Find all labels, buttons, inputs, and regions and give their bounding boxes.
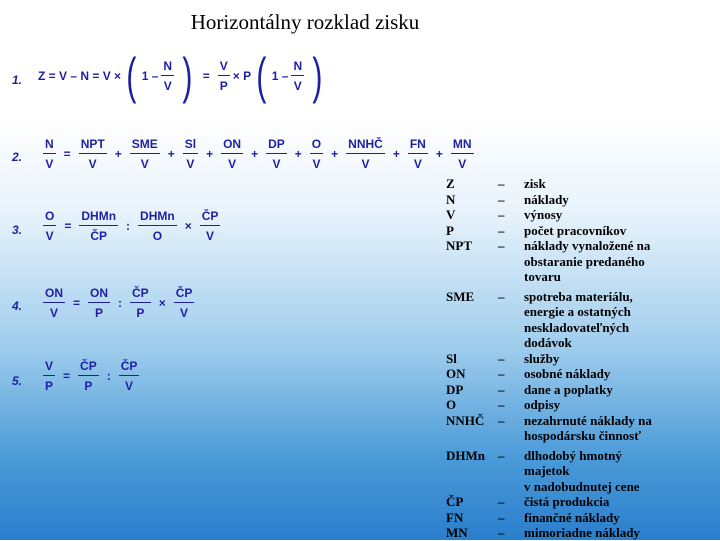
fraction: $\frac{N}{V}$ bbox=[293, 59, 303, 93]
legend-abbr: SME bbox=[446, 288, 475, 304]
legend-definition: dlhodobý hmotný bbox=[524, 447, 622, 463]
legend-definition: neskladovateľných bbox=[524, 319, 630, 335]
legend-row bbox=[446, 366, 720, 382]
legend-row bbox=[446, 413, 720, 429]
legend-dash bbox=[498, 320, 524, 336]
legend-dash: – bbox=[498, 288, 505, 304]
legend-row bbox=[446, 525, 720, 541]
legend-abbr: V bbox=[446, 207, 456, 222]
legend-abbr bbox=[446, 304, 498, 320]
legend-abbr bbox=[446, 479, 498, 495]
paren-open: ( bbox=[126, 48, 137, 104]
legend-dash: – bbox=[498, 381, 505, 397]
legend-dash: – bbox=[498, 412, 505, 428]
legend-dash bbox=[498, 335, 524, 351]
legend-definition: energie a ostatných bbox=[524, 304, 631, 319]
legend-definition: osobné náklady bbox=[524, 366, 611, 381]
legend-abbr: Sl bbox=[446, 350, 457, 366]
legend-row bbox=[446, 238, 720, 254]
legend-abbr bbox=[446, 320, 498, 336]
legend-dash: – bbox=[498, 176, 505, 191]
legend-definition: dane a poplatky bbox=[524, 381, 613, 397]
legend-row bbox=[446, 304, 720, 320]
legend-row bbox=[446, 510, 720, 526]
legend-dash: – bbox=[498, 509, 505, 525]
legend-dash: – bbox=[498, 191, 505, 207]
legend-row bbox=[446, 254, 720, 270]
equation-5: $\frac{V}{P}$ = $\frac{ČP}{P}$ : $\frac{ČP}{V}$ bbox=[45, 359, 138, 393]
legend-abbr: MN bbox=[446, 525, 468, 540]
legend-definition: náklady bbox=[524, 191, 569, 207]
legend-row bbox=[446, 335, 720, 351]
legend-definition: nezahrnuté náklady na bbox=[524, 412, 652, 428]
legend-abbr: Z bbox=[446, 176, 455, 191]
legend-dash: – bbox=[498, 238, 505, 253]
legend-definition: dodávok bbox=[524, 335, 572, 350]
legend-definition: obstaranie predaného bbox=[524, 253, 645, 269]
legend-row bbox=[446, 192, 720, 208]
legend-abbr: P bbox=[446, 222, 454, 238]
legend-row bbox=[446, 428, 720, 444]
equation-3: $\frac{O}{V}$ = $\frac{\text{DHMn}}{ČP}$ : $\frac{\text{DHMn}}{O}$ × $\frac{ČP}{V}$ bbox=[45, 209, 219, 243]
legend-definition: v nadobudnutej cene bbox=[524, 478, 640, 494]
legend-dash: – bbox=[498, 350, 505, 366]
legend-definition: finančné náklady bbox=[524, 509, 620, 525]
legend-dash: – bbox=[498, 207, 505, 222]
equation-number: 2. bbox=[12, 150, 23, 164]
legend-abbr bbox=[446, 428, 498, 444]
paren-close: ) bbox=[182, 48, 193, 104]
paren-open: ( bbox=[256, 48, 267, 104]
legend-row bbox=[446, 448, 720, 464]
legend bbox=[446, 176, 720, 541]
legend-definition: hospodársku činnosť bbox=[524, 428, 641, 443]
legend-definition: čistá produkcia bbox=[524, 494, 610, 509]
equation-number: 3. bbox=[12, 223, 23, 237]
legend-abbr bbox=[446, 269, 498, 285]
legend-definition: služby bbox=[524, 350, 560, 366]
legend-dash bbox=[498, 463, 524, 479]
legend-definition: počet pracovníkov bbox=[524, 222, 627, 238]
legend-abbr: O bbox=[446, 397, 457, 412]
legend-abbr: FN bbox=[446, 509, 464, 525]
legend-definition: odpisy bbox=[524, 397, 561, 412]
legend-dash: – bbox=[498, 447, 505, 463]
legend-row bbox=[446, 289, 720, 305]
legend-abbr: ČP bbox=[446, 494, 464, 509]
equation-number: 1. bbox=[12, 73, 23, 87]
legend-row bbox=[446, 207, 720, 223]
legend-abbr: NPT bbox=[446, 238, 472, 253]
fraction: $\frac{N}{V}$ bbox=[163, 59, 173, 93]
legend-row bbox=[446, 397, 720, 413]
equation-4: $\frac{ON}{V}$ = $\frac{ON}{P}$ : $\frac{ČP}{P}$ × $\frac{ČP}{V}$ bbox=[45, 286, 193, 320]
legend-abbr: ON bbox=[446, 366, 466, 381]
legend-dash bbox=[498, 304, 524, 320]
legend-dash: – bbox=[498, 525, 505, 540]
legend-row bbox=[446, 479, 720, 495]
legend-abbr bbox=[446, 254, 498, 270]
legend-dash: – bbox=[498, 366, 505, 381]
legend-abbr bbox=[446, 335, 498, 351]
legend-row bbox=[446, 223, 720, 239]
equation-number: 5. bbox=[12, 374, 23, 388]
legend-definition: mimoriadne náklady bbox=[524, 525, 640, 540]
legend-dash bbox=[498, 479, 524, 495]
legend-row bbox=[446, 382, 720, 398]
legend-dash: – bbox=[498, 397, 505, 412]
page-title: Horizontálny rozklad zisku bbox=[190, 10, 420, 34]
legend-definition: spotreba materiálu, bbox=[524, 288, 633, 304]
legend-dash bbox=[498, 254, 524, 270]
fraction: $\frac{V}{P}$ bbox=[219, 59, 228, 93]
legend-row bbox=[446, 320, 720, 336]
legend-row bbox=[446, 463, 720, 479]
equation-1: Z = V – N = V × ( 1 – $\frac{N}{V}$ ) = $\frac{V}{P}$ × P ( 1 – $\frac{N}{V}$ ) bbox=[38, 48, 323, 104]
legend-definition: tovaru bbox=[524, 269, 561, 284]
legend-abbr: DHMn bbox=[446, 447, 485, 463]
legend-row bbox=[446, 351, 720, 367]
legend-abbr: DP bbox=[446, 381, 464, 397]
legend-dash: – bbox=[498, 494, 505, 509]
legend-definition: zisk bbox=[524, 176, 546, 191]
paren-close: ) bbox=[312, 48, 323, 104]
legend-row bbox=[446, 269, 720, 285]
legend-definition: majetok bbox=[524, 463, 570, 478]
equation-number: 4. bbox=[12, 299, 23, 313]
legend-dash: – bbox=[498, 222, 505, 238]
legend-definition: náklady vynaložené na bbox=[524, 238, 651, 253]
equation-2: $\frac{N}{V}$ = $\frac{\text{NPT}}{V}$ + $\frac{\text{SME}}{V}$ + $\frac{Sl}{V}$ + $\frac{ON}{V}$ + $\frac{DP}{V}$ + $\frac{O}{V}$ + $\frac{\text{NNHČ}}{V}$ + $\frac{FN}{V}$ + $\frac{MN}{V}$ bbox=[45, 137, 472, 171]
legend-abbr bbox=[446, 463, 498, 479]
legend-abbr: NNHČ bbox=[446, 412, 485, 428]
eq1-lhs: Z = V – N = V × bbox=[38, 69, 122, 83]
legend-row bbox=[446, 176, 720, 192]
legend-abbr: N bbox=[446, 191, 456, 207]
legend-dash bbox=[498, 428, 524, 444]
legend-definition: výnosy bbox=[524, 207, 563, 222]
legend-dash bbox=[498, 269, 524, 285]
eq1-one: 1 – bbox=[141, 69, 159, 83]
legend-row bbox=[446, 494, 720, 510]
